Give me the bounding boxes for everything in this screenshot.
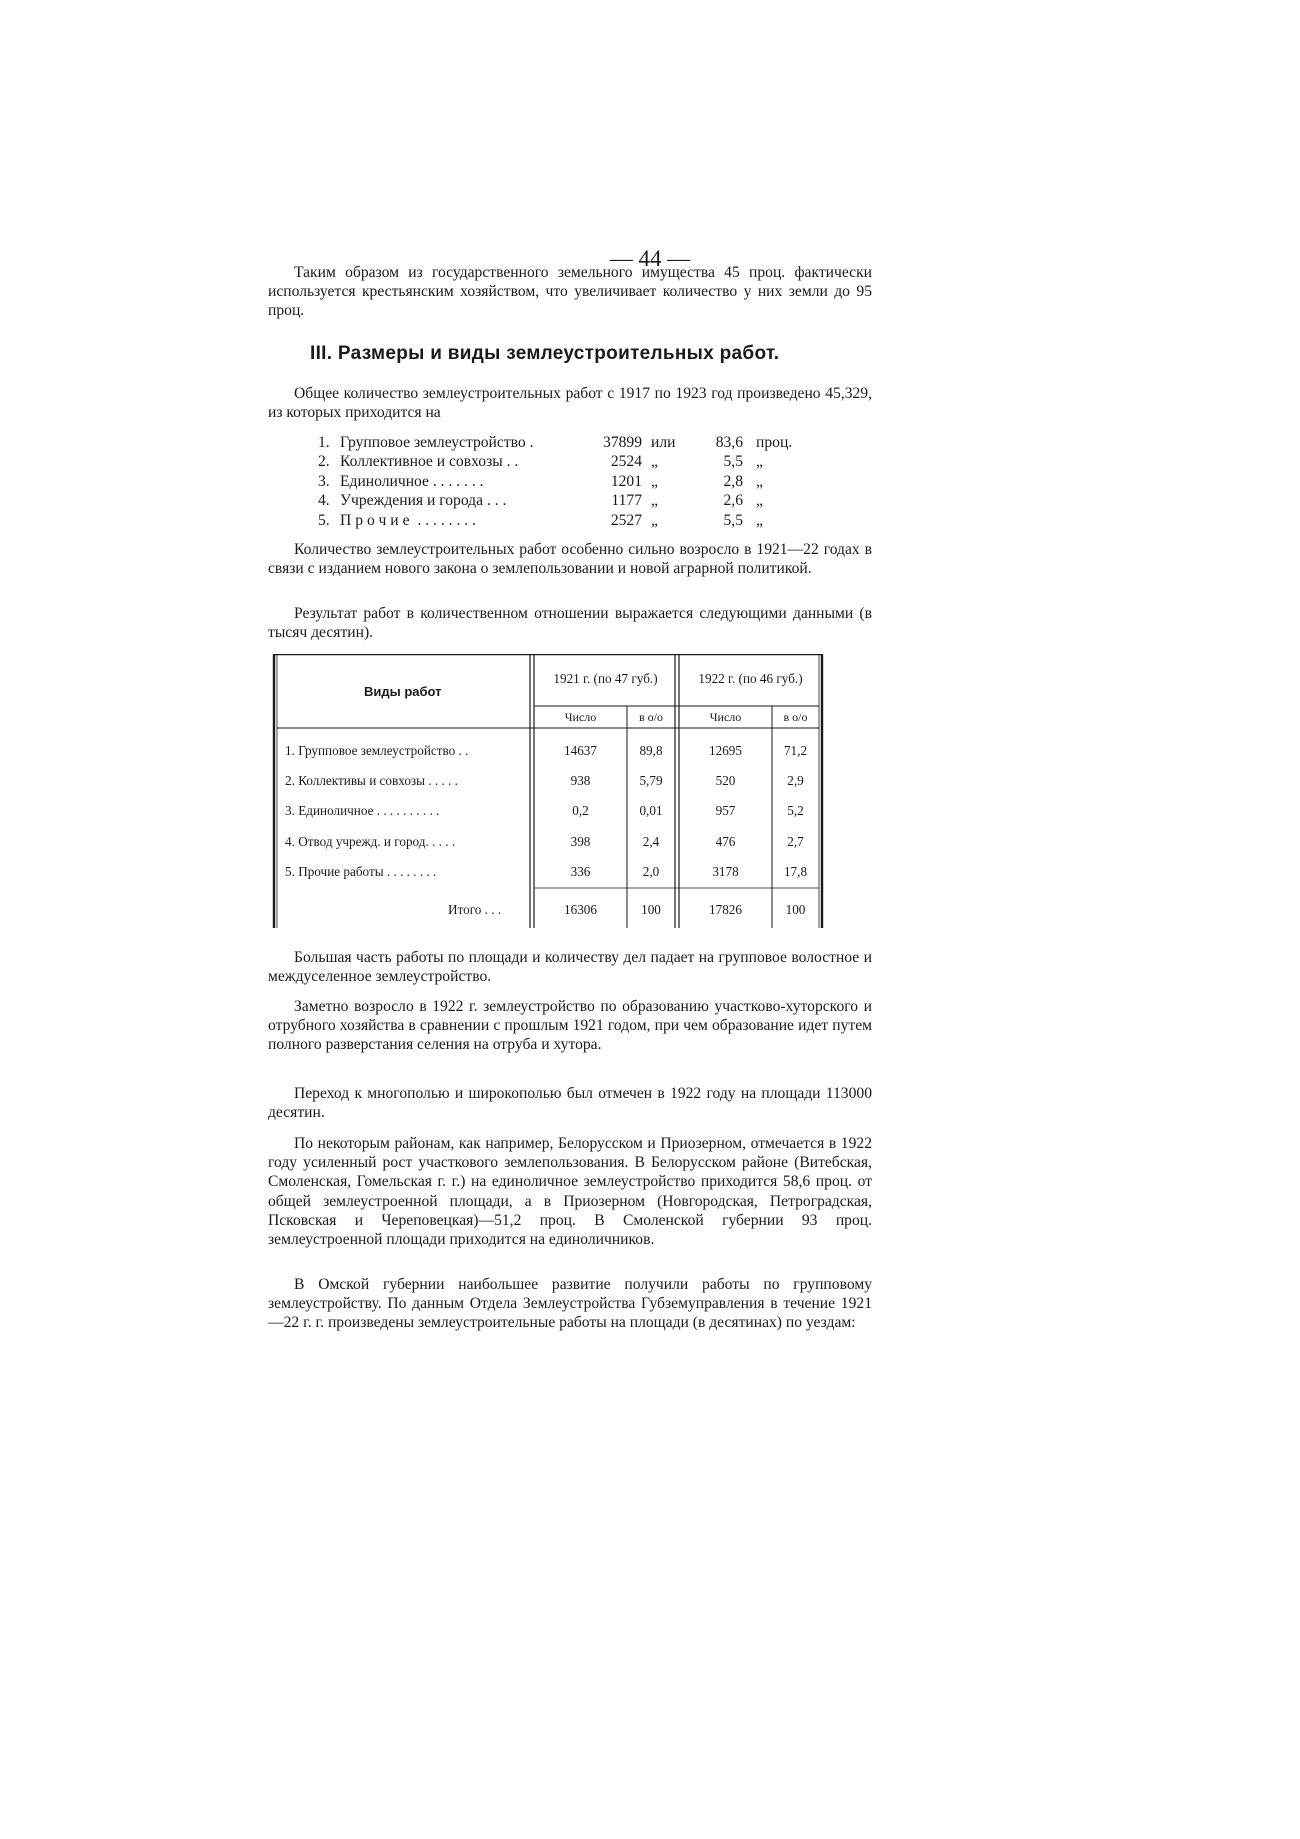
paragraph-growth: Количество землеустроительных работ особенно сильно возросло в 1921—22 годах в связи с изданием нового закона о землепользовании и новой аграрной политикой. [268,541,872,578]
table-row-label: 1. Групповое землеустройство . . [285,743,469,758]
page-number: — 44 — [609,246,691,271]
table-total-cell: 17826 [709,902,742,917]
table-cell: 2,9 [787,773,804,788]
list-item: 1. Групповое землеустройство . 37899 или 83,6 проц. [318,434,793,451]
list-item: 2. Коллективное и совхозы . . 2524 „ 5,5 „ [318,453,763,471]
table-total-label: Итого . . . [448,902,502,917]
paragraph-regions: По некоторым районам, как например, Белорусском и Приозерном, отмечается в 1922 году усиленный рост участкового землепользования. В Белорусском районе (Витебская, Смоленская, Гомельская г. г.) на единоличное землеустройство приходится 58,6 проц. от общей землеустроенной площади, а в Приозерном (Новгородская, Петроградская, Псковская и Череповецкая)—51,2 проц. В Смоленской губернии 93 проц. землеустроенной площади приходится на единоличников. [268,1135,872,1249]
table-cell: 0,01 [639,803,663,818]
subheader-number: Число [564,710,597,724]
subheader-percent: в о/о [783,710,808,724]
table-cell: 476 [715,834,736,849]
table-cell: 12695 [709,743,742,758]
table-row-label: 3. Единоличное . . . . . . . . . . [285,803,440,818]
list-item: 4. Учреждения и города . . . 1177 „ 2,6 „ [318,492,763,510]
table-total-cell: 16306 [564,902,597,917]
table-cell: 957 [715,803,736,818]
subheader-percent: в о/о [639,710,663,724]
table-cell: 89,8 [639,743,663,758]
subheader-number: Число [709,710,742,724]
table-cell: 0,2 [572,803,589,818]
table-row-label: 4. Отвод учрежд. и город. . . . . [285,834,456,849]
table-grid [272,654,824,930]
table-total-cell: 100 [641,902,661,917]
table-row-label: 5. Прочие работы . . . . . . . . [285,864,437,879]
table-cell: 2,0 [642,864,660,879]
header-1921: 1921 г. (по 47 губ.) [553,671,658,686]
section-heading: III. Размеры и виды землеустроительных работ. [310,343,780,364]
list-item: 5. Прочие . . . . . . . . 2527 „ 5,5 „ [318,511,763,529]
paragraph-khutor: Заметно возросло в 1922 г. землеустройство по образованию участково-хуторского и отрубного хозяйства в сравнении с прошлым 1921 годом, при чем образование идет путем полного разверстания селения на отруба и хутора. [268,998,872,1054]
table-cell: 520 [715,773,736,788]
table-cell: 2,7 [787,834,804,849]
table-cell: 938 [570,773,591,788]
paragraph-omsk: В Омской губернии наибольшее развитие получили работы по групповому землеустройству. По данным Отдела Землеустройства Губземуправления в течение 1921—22 г. г. произведены землеустроительные работы на площади (в десятинах) по уездам: [268,1276,872,1332]
table-cell: 336 [570,864,591,879]
paragraph-multifield: Переход к многополью и широкополью был отмечен в 1922 году на площади 113000 десятин. [268,1085,872,1122]
works-table [272,654,824,930]
header-kind: Виды работ [364,684,442,699]
paragraph-intro: Таким образом из государственного земельного имущества 45 проц. фактически используется крестьянским хозяйством, что увеличивает количество у них земли до 95 проц. [268,264,872,320]
table-cell: 5,79 [639,773,663,788]
table-cell: 3178 [712,864,739,879]
list-item: 3. Единоличное . . . . . . . 1201 „ 2,8 „ [318,472,763,490]
table-cell: 14637 [564,743,597,758]
paragraph-total: Общее количество землеустроительных работ с 1917 по 1923 год произведено 45,329, из которых приходится на [268,385,872,422]
table-row-label: 2. Коллективы и совхозы . . . . . [285,773,458,788]
table-total-cell: 100 [785,902,806,917]
paragraph-result: Результат работ в количественном отношении выражается следующими данными (в тысяч десятин). [268,605,872,642]
paragraph-group: Большая часть работы по площади и количеству дел падает на групповое волостное и междуселенное землеустройство. [268,949,872,986]
table-cell: 17,8 [783,864,808,879]
table-cell: 398 [570,834,591,849]
works-list [318,433,793,530]
table-cell: 2,4 [642,834,660,849]
table-cell: 5,2 [787,803,804,818]
table-cell: 71,2 [783,743,808,758]
header-1922: 1922 г. (по 46 губ.) [698,671,803,686]
